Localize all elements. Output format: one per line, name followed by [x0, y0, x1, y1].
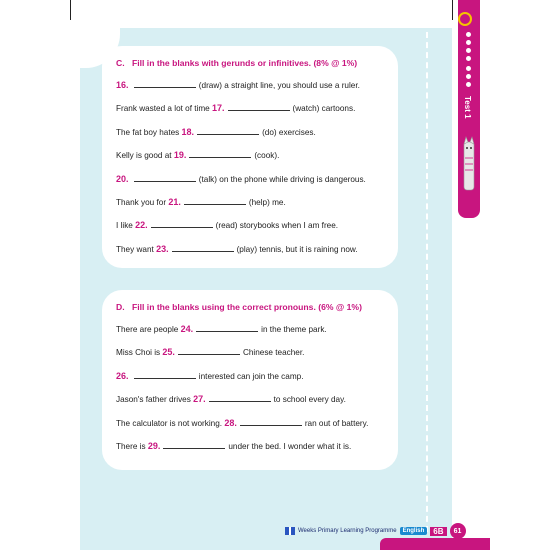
question-text-post: to school every day.	[273, 395, 346, 405]
answer-blank[interactable]	[240, 418, 302, 426]
question-number: 17.	[212, 103, 225, 114]
question-number: 26.	[116, 370, 129, 381]
answer-blank[interactable]	[134, 174, 196, 182]
question-17	[116, 103, 384, 126]
question-text-pre: Kelly is good at	[116, 151, 172, 161]
dot-icon	[466, 32, 471, 37]
answer-blank[interactable]	[197, 127, 259, 135]
question-18	[116, 127, 384, 150]
dashed-divider	[426, 32, 428, 532]
question-text-pre: Jason's father drives	[116, 395, 191, 405]
question-24	[116, 324, 384, 347]
question-text-post: Chinese teacher.	[242, 348, 305, 358]
question-text-post: interested can join the camp.	[198, 371, 304, 381]
cat-mascot-icon	[461, 136, 477, 192]
question-text-post: in the theme park.	[261, 325, 327, 334]
dot-icon	[466, 74, 471, 79]
answer-blank[interactable]	[151, 220, 213, 228]
ring-icon	[458, 12, 472, 26]
answer-blank[interactable]	[178, 347, 240, 355]
question-number: 29.	[147, 440, 161, 451]
question-number: 21.	[168, 196, 181, 207]
question-text-post: (draw) a straight line, you should use a ruler.	[198, 81, 360, 90]
answer-blank[interactable]	[184, 197, 246, 205]
decorative-wave	[380, 538, 490, 550]
question-27	[116, 394, 384, 417]
question-text-pre: The fat boy hates	[116, 127, 180, 137]
section-d-title: Fill in the blanks using the correct pronouns. (6% @ 1%)	[132, 302, 362, 312]
question-23	[116, 244, 384, 267]
question-16	[116, 80, 384, 103]
answer-blank[interactable]	[196, 324, 258, 332]
question-number: 25.	[162, 347, 175, 358]
section-c-title: Fill in the blanks with gerunds or infinitives. (8% @ 1%)	[132, 58, 358, 68]
question-number: 20.	[116, 173, 129, 184]
section-c-card	[102, 46, 398, 268]
answer-blank[interactable]	[172, 244, 234, 252]
question-text-post: ran out of battery.	[304, 418, 369, 428]
question-26	[116, 371, 384, 394]
answer-blank[interactable]	[163, 441, 225, 449]
question-28	[116, 418, 384, 441]
question-text-post: under the bed. I wonder what it is.	[228, 441, 352, 451]
dot-icon	[466, 56, 471, 61]
publisher-logo-icon	[285, 527, 295, 535]
question-number: 19.	[173, 150, 187, 161]
subject-badge: English	[400, 527, 428, 535]
question-text-pre: The calculator is not working.	[116, 418, 223, 428]
section-d-letter: D.	[116, 302, 125, 312]
section-d-card	[102, 290, 398, 470]
page-number: 61	[450, 523, 466, 539]
question-number: 23.	[156, 243, 169, 254]
answer-blank[interactable]	[134, 371, 196, 379]
dot-icon	[466, 82, 471, 87]
section-c-letter: C.	[116, 58, 125, 68]
answer-blank[interactable]	[209, 394, 271, 402]
question-text-pre: Thank you for	[116, 197, 167, 207]
question-number: 27.	[193, 394, 206, 405]
question-25	[116, 347, 384, 370]
question-text-post: (do) exercises.	[262, 127, 316, 137]
crop-mark-top-left	[70, 0, 71, 20]
question-text-post: (talk) on the phone while driving is dangerous.	[198, 174, 366, 184]
question-text-post: (play) tennis, but it is raining now.	[236, 244, 358, 254]
question-number: 28.	[224, 417, 237, 428]
dot-icon	[466, 40, 471, 45]
question-20	[116, 174, 384, 197]
question-text-post: (cook).	[254, 151, 280, 161]
question-19	[116, 150, 384, 173]
answer-blank[interactable]	[134, 80, 196, 88]
question-text-pre: There are people	[116, 325, 179, 334]
question-29	[116, 441, 384, 464]
question-22	[116, 220, 384, 243]
question-number: 22.	[135, 220, 148, 231]
section-d-heading	[116, 302, 384, 312]
question-number: 18.	[181, 126, 195, 137]
question-text-pre: I like	[116, 221, 133, 231]
question-text-post: (help) me.	[248, 197, 286, 207]
question-text-post: (watch) cartoons.	[292, 104, 356, 114]
dot-icon	[466, 48, 471, 53]
question-number: 16.	[116, 80, 129, 90]
question-21	[116, 197, 384, 220]
answer-blank[interactable]	[189, 150, 251, 158]
answer-blank[interactable]	[228, 103, 290, 111]
question-text-pre: Frank wasted a lot of time	[116, 104, 210, 114]
question-text-post: (read) storybooks when I am free.	[215, 221, 339, 231]
question-text-pre: They want	[116, 244, 154, 254]
section-c-heading	[116, 58, 384, 68]
question-text-pre: Miss Choi is	[116, 348, 161, 358]
question-text-pre: There is	[116, 441, 146, 451]
grade-badge: 6B	[430, 527, 446, 536]
question-number: 24.	[180, 324, 194, 334]
footer-program: Weeks Primary Learning Programme	[298, 528, 397, 534]
crop-mark-top-right	[452, 0, 453, 20]
dot-icon	[466, 66, 471, 71]
side-tab-title: Test 1	[463, 96, 472, 119]
